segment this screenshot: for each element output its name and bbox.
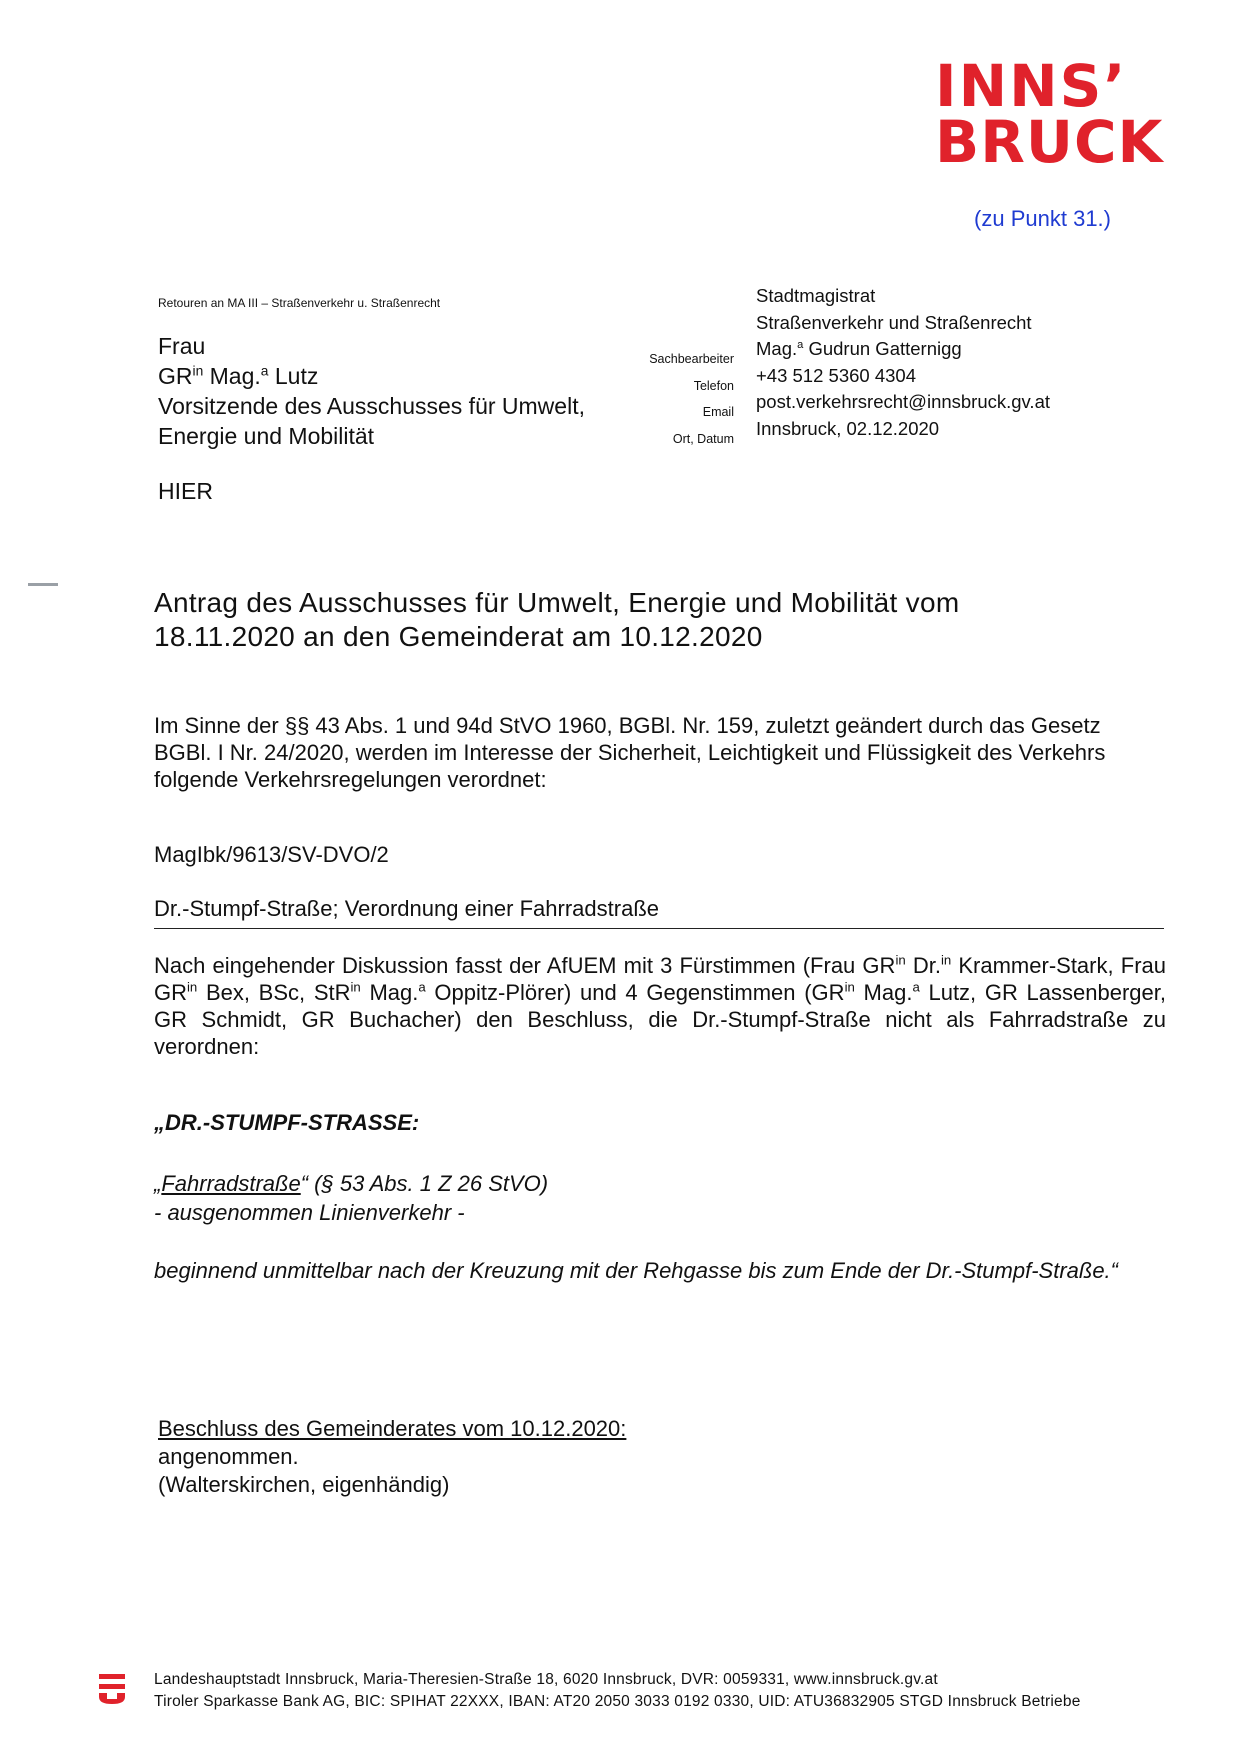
decision-result: angenommen.: [158, 1444, 299, 1469]
agenda-reference: (zu Punkt 31.): [974, 206, 1111, 231]
return-address: Retouren an MA III – Straßenverkehr u. Straßenrecht: [158, 296, 441, 310]
intro-line-1: Im Sinne der §§ 43 Abs. 1 und 94d StVO 1960, BGBl. Nr. 159, zuletzt geändert durch das Gesetz: [154, 713, 1101, 738]
title-line-2: 18.11.2020 an den Gemeinderat am 10.12.2020: [154, 621, 763, 652]
sign-name: Fahrradstraße: [161, 1171, 301, 1196]
label-phone: Telefon: [693, 378, 734, 393]
recipient-title-sup: a: [260, 363, 269, 379]
sender-clerk: [756, 336, 1050, 363]
sign-legal-ref: “ (§ 53 Abs. 1 Z 26 StVO): [300, 1171, 549, 1196]
discussion-text-2: Dr.: [905, 953, 941, 978]
intro-paragraph: [154, 712, 1164, 793]
discussion-text-7: Mag.: [854, 980, 913, 1005]
regulation-extent: beginnend unmittelbar nach der Kreuzung mit der Rehgasse bis zum Ende der Dr.-Stumpf-Straße.“: [154, 1258, 1118, 1283]
scan-mark: [28, 583, 58, 586]
council-decision: [158, 1415, 626, 1499]
footer-line-1: Landeshauptstadt Innsbruck, Maria-Theresien-Straße 18, 6020 Innsbruck, DVR: 0059331, www.innsbruck.gv.at: [154, 1671, 938, 1688]
city-emblem-icon: [98, 1673, 126, 1705]
recipient-title: Mag.: [209, 363, 261, 389]
clerk-title-sup: a: [797, 338, 804, 351]
regulation-exception: - ausgenommen Linienverkehr -: [154, 1200, 465, 1225]
regulation-sign-line: [154, 1169, 548, 1198]
contact-values: [756, 283, 1050, 442]
label-clerk: Sachbearbeiter: [649, 352, 734, 366]
regulation-street: „DR.-STUMPF-STRASSE:: [154, 1110, 420, 1135]
sender-office: Stadtmagistrat: [756, 285, 876, 306]
clerk-title: Mag.: [756, 338, 798, 359]
discussion-sup-1: in: [895, 952, 906, 968]
footer: [154, 1669, 1081, 1713]
logo-line-2: BRUCK: [935, 108, 1164, 176]
discussion-text-6: Oppitz-Plörer) und 4 Gegenstimmen (GR: [425, 980, 845, 1005]
sender-place-date: Innsbruck, 02.12.2020: [756, 417, 940, 439]
discussion-text-1: Nach eingehender Diskussion fasst der AfUEM mit 3 Fürstimmen (Frau GR: [154, 953, 896, 978]
discussion-sup-5: a: [418, 979, 426, 995]
title-line-1: Antrag des Ausschusses für Umwelt, Energie und Mobilität vom: [154, 587, 960, 618]
discussion-paragraph: [154, 952, 1166, 1060]
discussion-text-8: Lutz, GR Lassenberger, GR Schmidt, GR Buchacher) den Beschluss, die Dr.-Stumpf-Straße nicht als Fahrradstraße zu verordnen:: [154, 980, 1166, 1059]
discussion-sup-6: in: [844, 979, 855, 995]
recipient-prefix: GR: [158, 363, 193, 389]
decision-signature: (Walterskirchen, eigenhändig): [158, 1472, 450, 1497]
discussion-sup-7: a: [912, 979, 920, 995]
regulation-sign: [154, 1169, 548, 1227]
discussion-text-3: Krammer-Stark, Frau GR: [154, 953, 1166, 1005]
discussion-sup-4: in: [350, 979, 361, 995]
label-place-date: Ort, Datum: [672, 431, 734, 446]
recipient-role-line-1: Vorsitzende des Ausschusses für Umwelt,: [158, 393, 585, 419]
clerk-name: Gudrun Gatternigg: [808, 338, 962, 359]
sender-department: Straßenverkehr und Straßenrecht: [756, 311, 1032, 333]
recipient-salutation: Frau: [158, 333, 206, 359]
recipient-location: HIER: [158, 478, 213, 504]
logo-line-1: INNS’: [935, 52, 1128, 120]
subject-line: Dr.-Stumpf-Straße; Verordnung einer Fahrradstraße: [154, 896, 1164, 929]
discussion-text-5: Mag.: [360, 980, 419, 1005]
recipient-name: [158, 361, 585, 391]
discussion-sup-3: in: [187, 979, 198, 995]
contact-labels: [600, 346, 734, 452]
sender-phone: +43 512 5360 4304: [756, 364, 916, 386]
discussion-text-4: Bex, BSc, StR: [197, 980, 351, 1005]
sign-quote-open: „: [154, 1171, 162, 1196]
recipient-prefix-sup: in: [192, 363, 204, 379]
decision-heading: Beschluss des Gemeinderates vom 10.12.2020:: [158, 1416, 627, 1441]
document-title: [154, 586, 1114, 654]
sender-email: post.verkehrsrecht@innsbruck.gv.at: [756, 391, 1051, 412]
recipient-surname: Lutz: [274, 363, 319, 389]
recipient-address: [158, 331, 585, 451]
recipient-role-line-2: Energie und Mobilität: [158, 423, 375, 449]
footer-line-2: Tiroler Sparkasse Bank AG, BIC: SPIHAT 22XXX, IBAN: AT20 2050 3033 0192 0330, UID: ATU36832905 STGD Innsbruck Betriebe: [154, 1693, 1081, 1710]
reference-number: MagIbk/9613/SV-DVO/2: [154, 842, 389, 867]
discussion-sup-2: in: [940, 952, 952, 968]
innsbruck-logo: [935, 52, 1167, 176]
intro-line-3: folgende Verkehrsregelungen verordnet:: [154, 767, 547, 792]
intro-line-2: BGBl. I Nr. 24/2020, werden im Interesse der Sicherheit, Leichtigkeit und Flüssigkeit des Verkehrs: [154, 740, 1106, 765]
label-email: Email: [702, 405, 734, 419]
